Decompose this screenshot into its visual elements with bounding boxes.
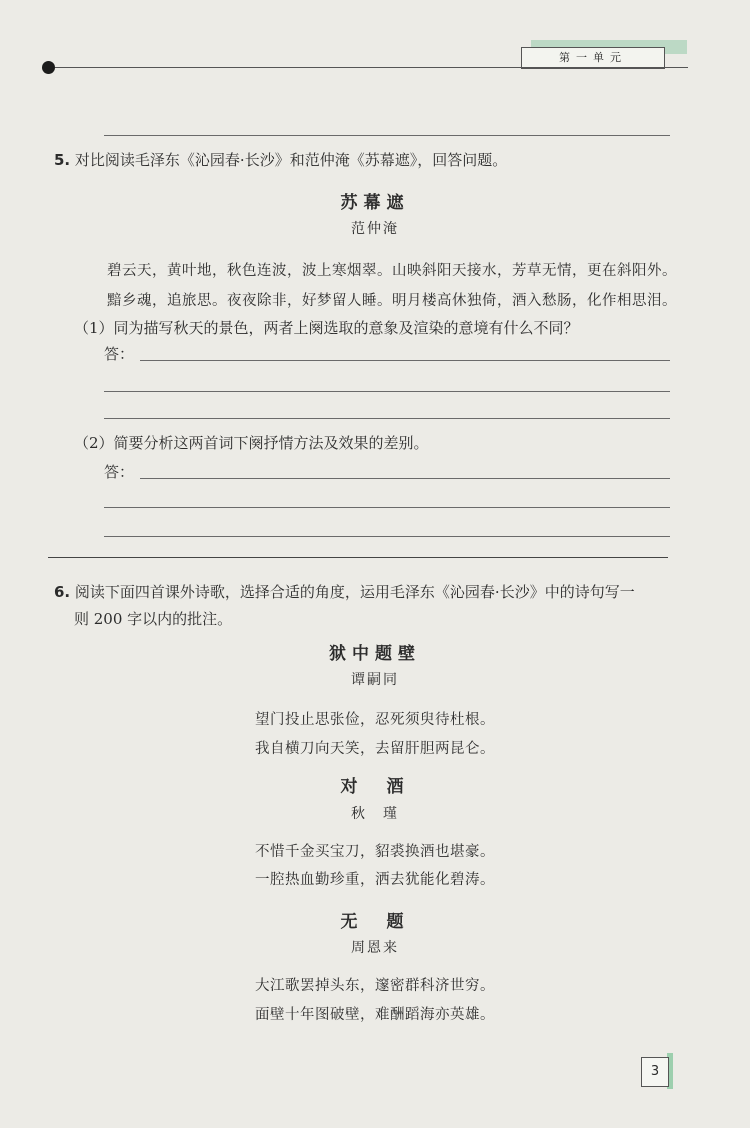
answer-line[interactable]	[140, 478, 670, 479]
poem-line: 望门投止思张俭，忍死须臾待杜根。	[255, 712, 495, 728]
question-prompt-continued: 则 200 字以内的批注。	[74, 610, 233, 628]
page-number: 3	[641, 1057, 669, 1087]
section-separator	[48, 557, 668, 558]
poem-line: 不惜千金买宝刀，貂裘换酒也堪豪。	[255, 844, 495, 860]
question-6	[54, 581, 635, 602]
answer-line[interactable]	[140, 360, 670, 361]
answer-line[interactable]	[104, 391, 670, 392]
question-number: 5.	[54, 151, 71, 169]
unit-label: 第一单元	[521, 47, 665, 69]
poem-author: 周恩来	[351, 940, 399, 956]
question-prompt: 阅读下面四首课外诗歌，选择合适的角度，运用毛泽东《沁园春·长沙》中的诗句写一	[74, 583, 635, 601]
answer-line[interactable]	[104, 418, 670, 419]
poem-line: 我自横刀向天笑，去留肝胆两昆仑。	[255, 741, 495, 757]
poem-title: 狱中题壁	[329, 644, 421, 664]
answer-label: 答：	[104, 463, 135, 481]
answer-line[interactable]	[104, 507, 670, 508]
poem-author: 范仲淹	[351, 221, 399, 237]
answer-line	[104, 135, 670, 136]
poem-author: 谭嗣同	[351, 672, 399, 688]
sub-question-1: （1）同为描写秋天的景色，两者上阕选取的意象及渲染的意境有什么不同？	[74, 319, 579, 337]
question-5	[54, 149, 507, 170]
poem-title: 无 题	[340, 912, 410, 932]
poem-line: 面壁十年图破壁，难酬蹈海亦英雄。	[255, 1007, 495, 1023]
sub-question-2: （2）简要分析这两首词下阕抒情方法及效果的差别。	[74, 434, 429, 452]
poem-title: 苏幕遮	[340, 193, 410, 213]
poem-line: 黯乡魂，追旅思。夜夜除非，好梦留人睡。明月楼高休独倚，酒入愁肠，化作相思泪。	[107, 293, 677, 309]
answer-label: 答：	[104, 345, 135, 363]
poem-line: 大江歌罢掉头东，邃密群科济世穷。	[255, 978, 495, 994]
poem-title: 对 酒	[340, 777, 410, 797]
poem-line: 碧云天，黄叶地，秋色连波，波上寒烟翠。山映斜阳天接水，芳草无情，更在斜阳外。	[107, 263, 677, 279]
poem-author: 秋 瑾	[351, 806, 399, 822]
question-prompt: 对比阅读毛泽东《沁园春·长沙》和范仲淹《苏幕遮》，回答问题。	[74, 151, 508, 169]
question-number: 6.	[54, 583, 71, 601]
answer-line[interactable]	[104, 536, 670, 537]
poem-line: 一腔热血勤珍重，洒去犹能化碧涛。	[255, 872, 495, 888]
bullet-dot-icon	[42, 61, 55, 74]
header-rule	[48, 67, 688, 68]
